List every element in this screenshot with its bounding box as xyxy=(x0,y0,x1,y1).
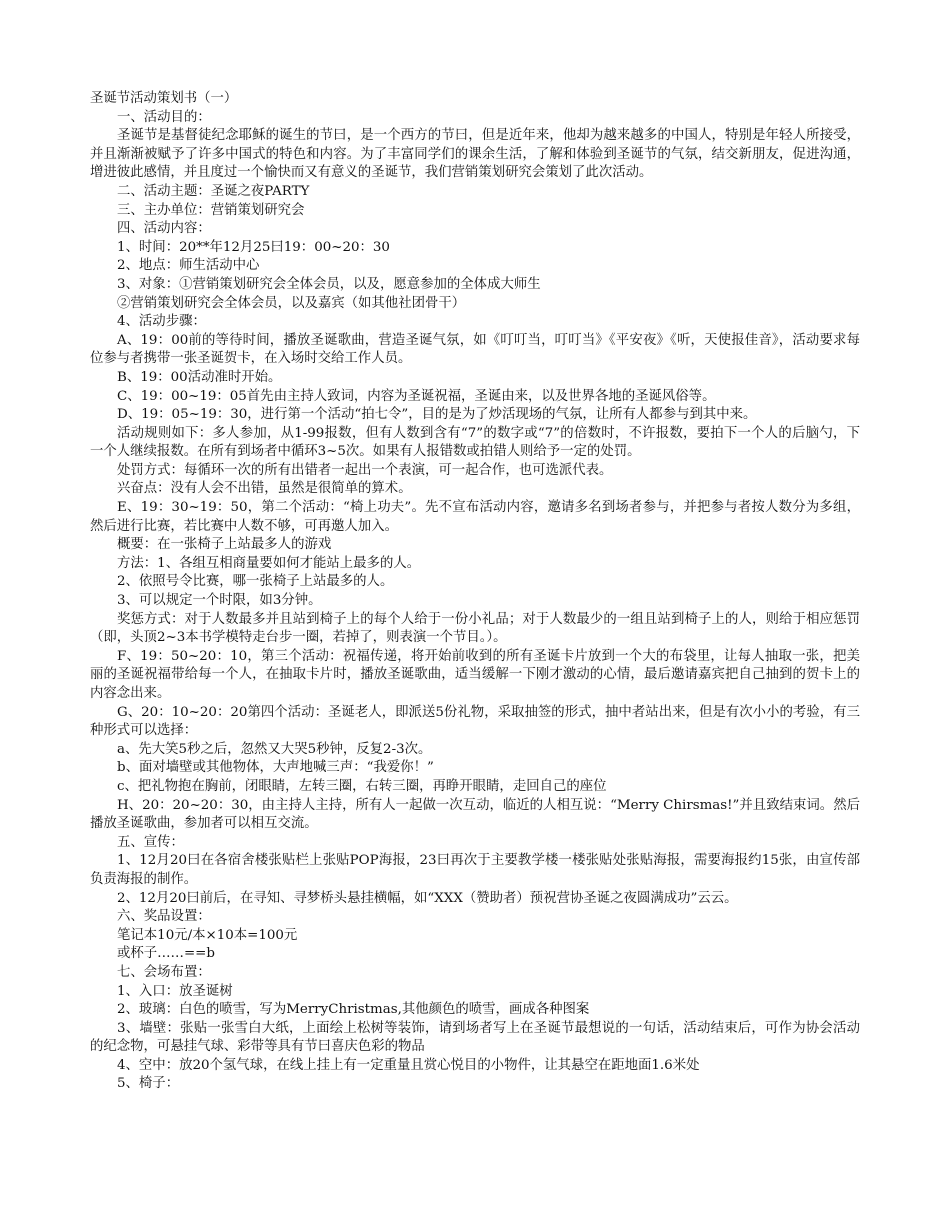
paragraph: 二、活动主题：圣诞之夜PARTY xyxy=(117,183,310,199)
paragraph: 活动规则如下：多人参加，从1-99报数，但有人数到含有“7”的数字或“7”的倍数时，不许报数，要拍下一个人的后脑勺，下一个人继续报数。在所有到场者中循环3~5次。如果有人报错数或拍错人则给予一定的处罚。 xyxy=(90,425,860,460)
paragraph: 七、会场布置： xyxy=(117,964,211,980)
paragraph: 3、可以规定一个时限，如3分钟。 xyxy=(117,593,322,609)
paragraph: H、20：20~20：30，由主持人主持，所有人一起做一次互动，临近的人相互说：“Merry Chirsmas!”并且致结束词。然后播放圣诞歌曲，参加者可以相互交流。 xyxy=(90,797,860,832)
document-body xyxy=(90,90,860,1094)
paragraph: 五、宣传： xyxy=(117,834,184,850)
paragraph: 1、入口：放圣诞树 xyxy=(117,983,233,999)
paragraph: 5、椅子： xyxy=(117,1076,180,1092)
paragraph: 四、活动内容： xyxy=(117,221,211,237)
paragraph: 一、活动目的： xyxy=(117,109,211,125)
paragraph: A、19：00前的等待时间，播放圣诞歌曲，营造圣诞气氛，如《叮叮当，叮叮当》《平安夜》《听，天使报佳音》，活动要求每位参与者携带一张圣诞贺卡，在入场时交给工作人员。 xyxy=(90,332,860,367)
paragraph: 2、12月20曰前后，在寻知、寻梦桥头悬挂横幅，如“XXX（赞助者）预祝营协圣诞之夜圆满成功”云云。 xyxy=(117,890,738,906)
paragraph: 或杯子……==b xyxy=(117,946,215,962)
paragraph: 4、活动步骤： xyxy=(117,314,206,330)
paragraph: b、面对墙壁或其他物体，大声地喊三声：“我爱你！” xyxy=(117,760,434,776)
paragraph: 2、依照号令比赛，哪一张椅子上站最多的人。 xyxy=(117,574,394,590)
paragraph: 三、主办单位：营销策划研究会 xyxy=(117,202,305,218)
paragraph: ②营销策划研究会全体会员，以及嘉宾（如其他社团骨干） xyxy=(117,295,466,311)
paragraph: B、19：00活动准时开始。 xyxy=(117,369,282,385)
document-title: 圣诞节活动策划书（一） xyxy=(90,91,238,106)
paragraph: 兴奋点：没有人会不出错，虽然是很简单的算术。 xyxy=(117,481,412,497)
paragraph: 奖惩方式：对于人数最多并且站到椅子上的每个人给于一份小礼品；对于人数最少的一组且站到椅子上的人，则给于相应惩罚（即，头顶2~3本书学模特走台步一圈，若掉了，则表演一个节目。）。 xyxy=(90,611,860,646)
paragraph-list xyxy=(90,109,860,1094)
paragraph: 3、墙壁：张贴一张雪白大纸，上面绘上松树等装饰，请到场者写上在圣诞节最想说的一句话，活动结束后，可作为协会活动的纪念物，可悬挂气球、彩带等具有节曰喜庆色彩的物品 xyxy=(90,1020,860,1055)
paragraph: 概要：在一张椅子上站最多人的游戏 xyxy=(117,537,332,553)
paragraph: 六、奖品设置： xyxy=(117,909,211,925)
paragraph: 1、12月20曰在各宿舍楼张贴栏上张贴POP海报，23曰再次于主要教学楼一楼张贴处张贴海报，需要海报约15张，由宣传部负责海报的制作。 xyxy=(90,853,860,887)
paragraph: c、把礼物抱在胸前，闭眼睛，左转三圈，右转三圈，再睁开眼睛，走回自己的座位 xyxy=(117,778,607,794)
paragraph: 3、对象：①营销策划研究会全体会员，以及，愿意参加的全体成大师生 xyxy=(117,276,541,292)
paragraph: F、19：50~20：10，第三个活动：祝福传递，将开始前收到的所有圣诞卡片放到一个大的布袋里，让每人抽取一张，把美丽的圣诞祝福带给每一个人，在抽取卡片时，播放圣诞歌曲，适当缓解一下刚才激动的心情，最后邀请嘉宾把自己抽到的贺卡上的内容念出来。 xyxy=(90,648,860,701)
paragraph: D、19：05~19：30，进行第一个活动“拍七令”，目的是为了炒活现场的气氛，让所有人都参与到其中来。 xyxy=(117,407,757,423)
paragraph: 2、玻璃：白色的喷雪，写为MerryChristmas,其他颜色的喷雪，画成各种图案 xyxy=(117,1002,590,1018)
paragraph: G、20：10~20：20第四个活动：圣诞老人，即派送5份礼物，采取抽签的形式，抽中者站出来，但是有次小小的考验，有三种形式可以选择： xyxy=(90,704,860,739)
paragraph: C、19：00~19：05首先由主持人致词，内容为圣诞祝福，圣诞由来，以及世界各地的圣诞风俗等。 xyxy=(117,388,716,404)
paragraph: a、先大笑5秒之后，忽然又大哭5秒钟，反复2-3次。 xyxy=(117,741,432,757)
paragraph: 处罚方式：每循环一次的所有出错者一起出一个表演，可一起合作，也可选派代表。 xyxy=(117,462,613,478)
paragraph: 方法：1、各组互相商量要如何才能站上最多的人。 xyxy=(117,555,421,571)
paragraph: 圣诞节是基督徒纪念耶稣的诞生的节曰，是一个西方的节曰，但是近年来，他却为越来越多的中国人，特别是年轻人所接受，并且渐渐被赋予了许多中国式的特色和内容。为了丰富同学们的课余生活，了解和体验到圣诞节的气氛，结交新朋友，促进沟通，增进彼此感情，并且度过一个愉快而又有意义的圣诞节，我们营销策划研究会策划了此次活动。 xyxy=(90,128,860,181)
paragraph: E、19：30~19：50，第二个活动：“椅上功夫”。先不宣布活动内容，邀请多名到场者参与，并把参与者按人数分为多组，然后进行比赛，若比赛中人数不够，可再邀人加入。 xyxy=(90,500,860,534)
paragraph: 2、地点：师生活动中心 xyxy=(117,258,260,274)
paragraph: 1、时间：20**年12月25曰19：00~20：30 xyxy=(117,239,390,255)
paragraph: 4、空中：放20个氢气球，在线上挂上有一定重量且赏心悦目的小物件，让其悬空在距地面1.6米处 xyxy=(117,1057,700,1073)
paragraph: 笔记本10元/本×10本=100元 xyxy=(117,927,298,943)
